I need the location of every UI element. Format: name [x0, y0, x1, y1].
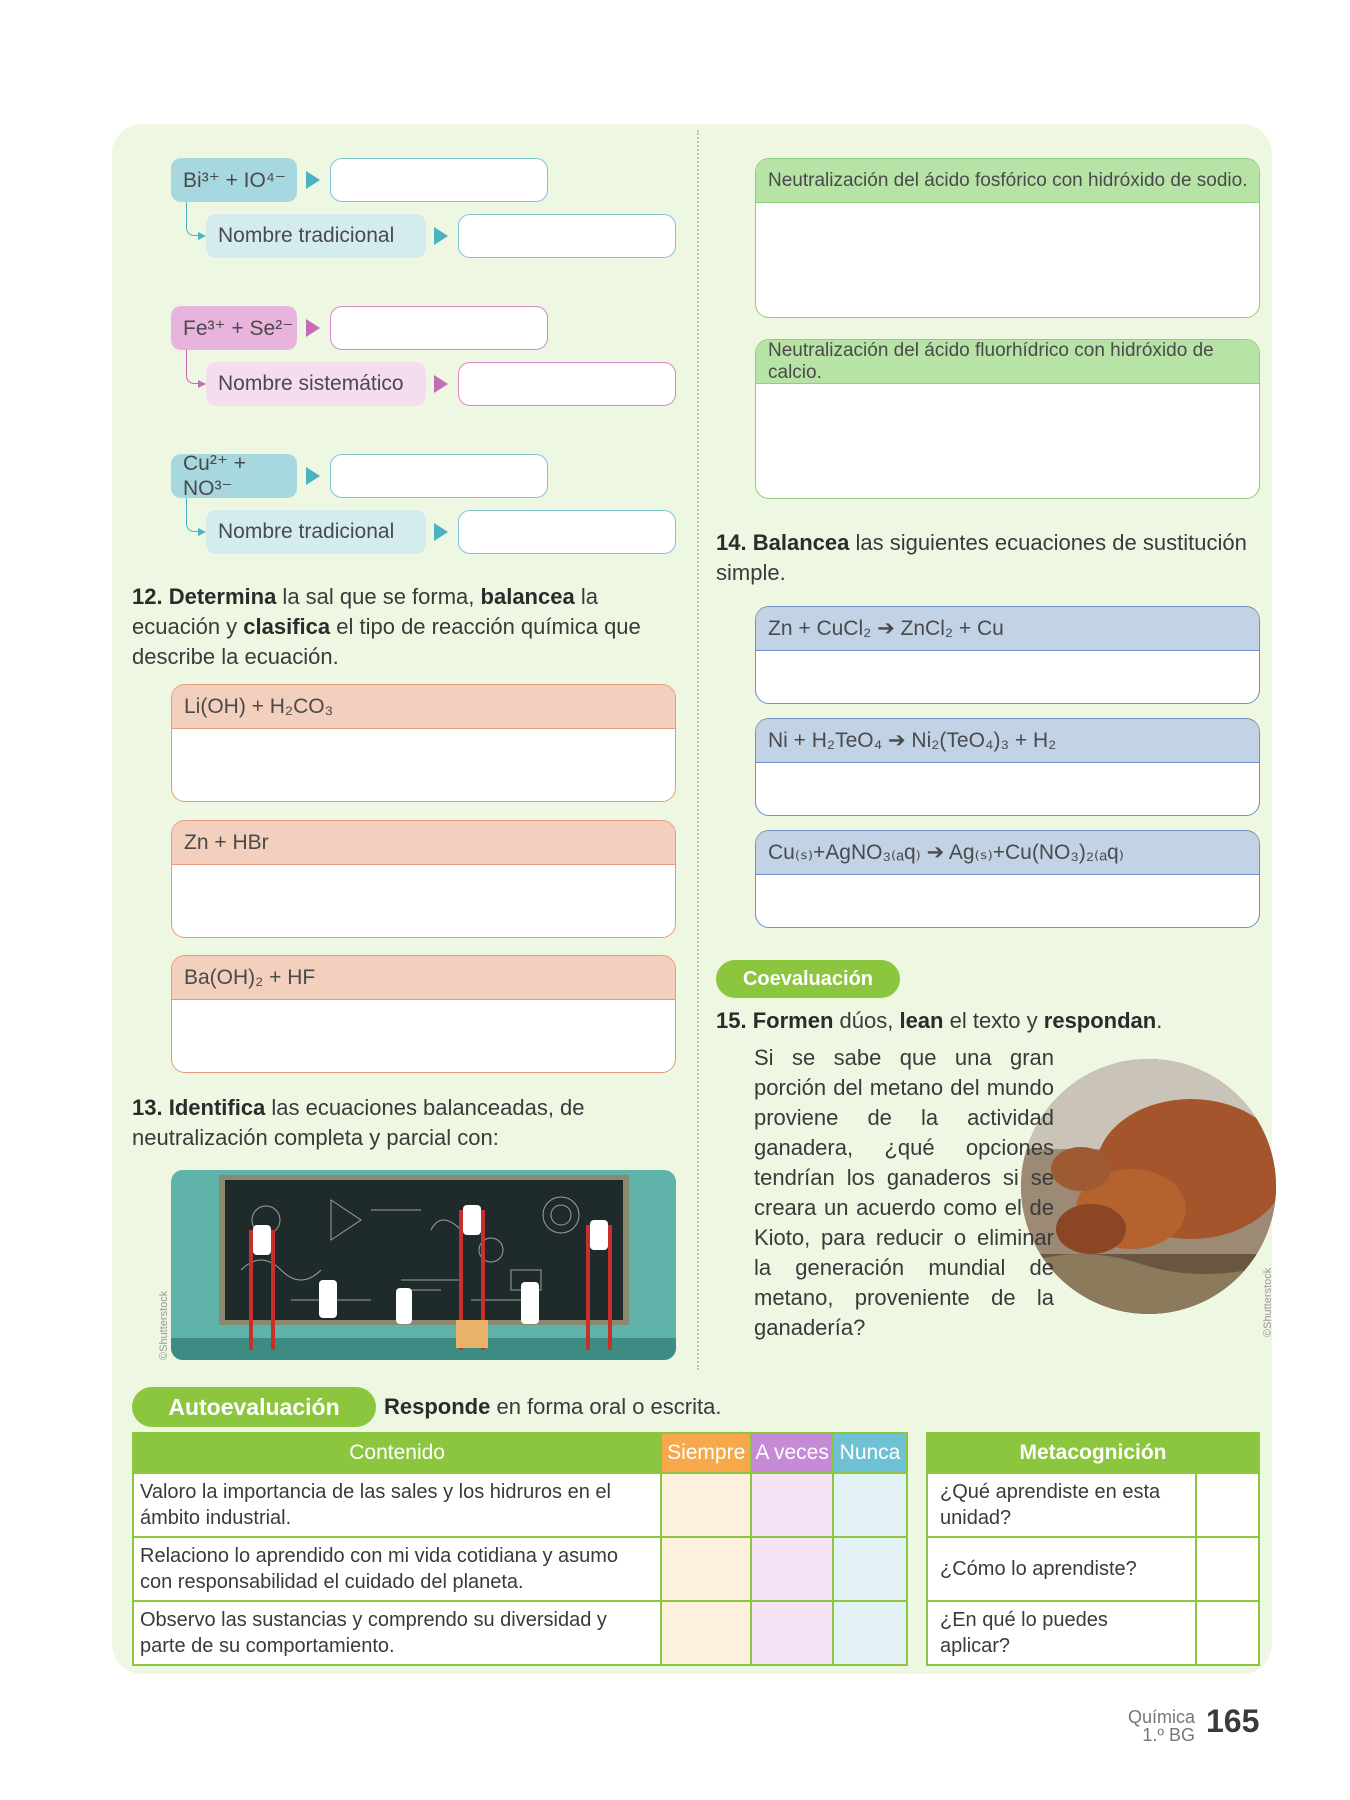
metacognicion-question: ¿Cómo lo aprendiste? [927, 1537, 1196, 1601]
arrow-icon [306, 171, 320, 189]
verb: respondan [1043, 1008, 1157, 1033]
connector-arrow-icon [186, 350, 204, 384]
a-veces-checkbox-cell[interactable] [751, 1537, 833, 1601]
name-type-label: Nombre sistemático [206, 362, 426, 406]
header-nunca: Nunca [833, 1433, 907, 1473]
equation-label: Cu₍ₛ₎+AgNO₃₍ₐq₎ ➔ Ag₍ₛ₎+Cu(NO₃)₂₍ₐq₎ [756, 831, 1259, 875]
body-text: Si se sabe que una gran porción del metano del mundo proviene de la actividad ganadera, ¿qué opciones tendrían los ganaderos si se creara un acuerdo como el de Kioto, para reducir o eliminar la generación mundial de metano, proveniente de la ganadería? [754, 1045, 1054, 1340]
question-number: 12. [132, 584, 163, 609]
formula-answer-field[interactable] [330, 158, 548, 202]
verb: Identifica [168, 1095, 266, 1120]
arrow-icon [434, 523, 448, 541]
content-cell: Observo las sustancias y comprendo su diversidad y parte de su comportamiento. [133, 1601, 661, 1665]
question-number: 15. [716, 1008, 747, 1033]
image-credit: ©Shutterstock [1262, 1267, 1274, 1337]
table-row [133, 1473, 907, 1537]
a-veces-checkbox-cell[interactable] [751, 1601, 833, 1665]
equation-label: Ba(OH)₂ + HF [172, 956, 675, 1000]
page-number: 165 [1206, 1703, 1260, 1739]
autoevaluacion-badge: Autoevaluación [132, 1387, 376, 1427]
verb: Formen [752, 1008, 834, 1033]
table-row [927, 1537, 1259, 1601]
equation-box[interactable] [171, 955, 676, 1073]
formula-answer-field[interactable] [330, 454, 548, 498]
equation-label: Li(OH) + H₂CO₃ [172, 685, 675, 729]
content-cell: Valoro la importancia de las sales y los hidruros en el ámbito industrial. [133, 1473, 661, 1537]
question-number: 14. [716, 530, 747, 555]
neutralization-label: Neutralización del ácido fosfórico con hidróxido de sodio. [756, 159, 1259, 203]
autoevaluacion-instruction [384, 1392, 784, 1422]
equation-label: Zn + HBr [172, 821, 675, 865]
question-13 [132, 1093, 680, 1153]
name-type-label: Nombre tradicional [206, 214, 426, 258]
name-answer-field[interactable] [458, 362, 676, 406]
question-number: 13. [132, 1095, 163, 1120]
equation-box[interactable] [171, 820, 676, 938]
text: la ecuación y [132, 584, 598, 639]
table-row [927, 1601, 1259, 1665]
equation-label: Ni + H₂TeO₄ ➔ Ni₂(TeO₄)₃ + H₂ [756, 719, 1259, 763]
content-cell: Relaciono lo aprendido con mi vida cotidiana y asumo con responsabilidad el cuidado del planeta. [133, 1537, 661, 1601]
verb: balancea [480, 584, 575, 609]
text: la sal que se forma, [276, 584, 481, 609]
metacognicion-answer-cell[interactable] [1196, 1601, 1259, 1665]
metacognicion-question: ¿En qué lo puedes aplicar? [927, 1601, 1196, 1665]
equation-label: Zn + CuCl₂ ➔ ZnCl₂ + Cu [756, 607, 1259, 651]
verb: Balancea [752, 530, 850, 555]
text: en forma oral o escrita. [490, 1394, 722, 1419]
table-row [927, 1473, 1259, 1537]
verb: lean [899, 1008, 944, 1033]
name-type-label: Nombre tradicional [206, 510, 426, 554]
text: el tipo de reacción química que describe la ecuación. [132, 614, 641, 669]
question-15-body [754, 1043, 1054, 1343]
a-veces-checkbox-cell[interactable] [751, 1473, 833, 1537]
formula-answer-field[interactable] [330, 306, 548, 350]
ion-pair-label: Bi³⁺ + IO⁴⁻ [171, 158, 297, 202]
arrow-icon [306, 319, 320, 337]
siempre-checkbox-cell[interactable] [661, 1537, 751, 1601]
verb: clasifica [243, 614, 331, 639]
nunca-checkbox-cell[interactable] [833, 1537, 907, 1601]
name-answer-field[interactable] [458, 214, 676, 258]
question-12 [132, 582, 680, 672]
header-metacognicion: Metacognición [927, 1433, 1259, 1473]
nunca-checkbox-cell[interactable] [833, 1473, 907, 1537]
arrow-icon [434, 227, 448, 245]
arrow-icon [434, 375, 448, 393]
subject-name: Química [1127, 1707, 1195, 1727]
text: las ecuaciones balanceadas, de neutralización completa y parcial con: [132, 1095, 585, 1150]
neutralization-box[interactable] [755, 339, 1260, 499]
question-14 [716, 528, 1272, 588]
metacognicion-answer-cell[interactable] [1196, 1473, 1259, 1537]
verb: Determina [168, 584, 277, 609]
equation-box[interactable] [755, 718, 1260, 816]
footer-subject [1115, 1708, 1195, 1744]
column-divider [697, 130, 699, 1370]
text: . [1156, 1008, 1163, 1033]
nunca-checkbox-cell[interactable] [833, 1601, 907, 1665]
metacognicion-table [926, 1432, 1260, 1666]
cows-photo [1021, 1059, 1276, 1314]
connector-arrow-icon [186, 498, 204, 532]
image-credit: ©Shutterstock [158, 1290, 170, 1360]
header-siempre: Siempre [661, 1433, 751, 1473]
ion-pair-label: Cu²⁺ + NO³⁻ [171, 454, 297, 498]
equation-box[interactable] [755, 830, 1260, 928]
header-a-veces: A veces [751, 1433, 833, 1473]
equation-box[interactable] [755, 606, 1260, 704]
neutralization-box[interactable] [755, 158, 1260, 318]
question-15 [716, 1006, 1272, 1036]
arrow-icon [306, 467, 320, 485]
grade-level: 1.º BG [1142, 1725, 1195, 1745]
siempre-checkbox-cell[interactable] [661, 1601, 751, 1665]
siempre-checkbox-cell[interactable] [661, 1473, 751, 1537]
equation-box[interactable] [171, 684, 676, 802]
ion-pair-label: Fe³⁺ + Se²⁻ [171, 306, 297, 350]
text: el texto y [943, 1008, 1044, 1033]
text: las siguientes ecuaciones de sustitución simple. [716, 530, 1247, 585]
table-row [133, 1537, 907, 1601]
metacognicion-answer-cell[interactable] [1196, 1537, 1259, 1601]
connector-arrow-icon [186, 202, 204, 236]
autoevaluacion-table [132, 1432, 908, 1666]
text: dúos, [833, 1008, 900, 1033]
table-row [133, 1601, 907, 1665]
scientists-illustration [171, 1170, 676, 1360]
coevaluacion-badge: Coevaluación [716, 960, 900, 998]
metacognicion-question: ¿Qué aprendiste en esta unidad? [927, 1473, 1196, 1537]
header-contenido: Contenido [133, 1433, 661, 1473]
neutralization-label: Neutralización del ácido fluorhídrico con hidróxido de calcio. [756, 340, 1259, 384]
verb: Responde [384, 1394, 491, 1419]
name-answer-field[interactable] [458, 510, 676, 554]
